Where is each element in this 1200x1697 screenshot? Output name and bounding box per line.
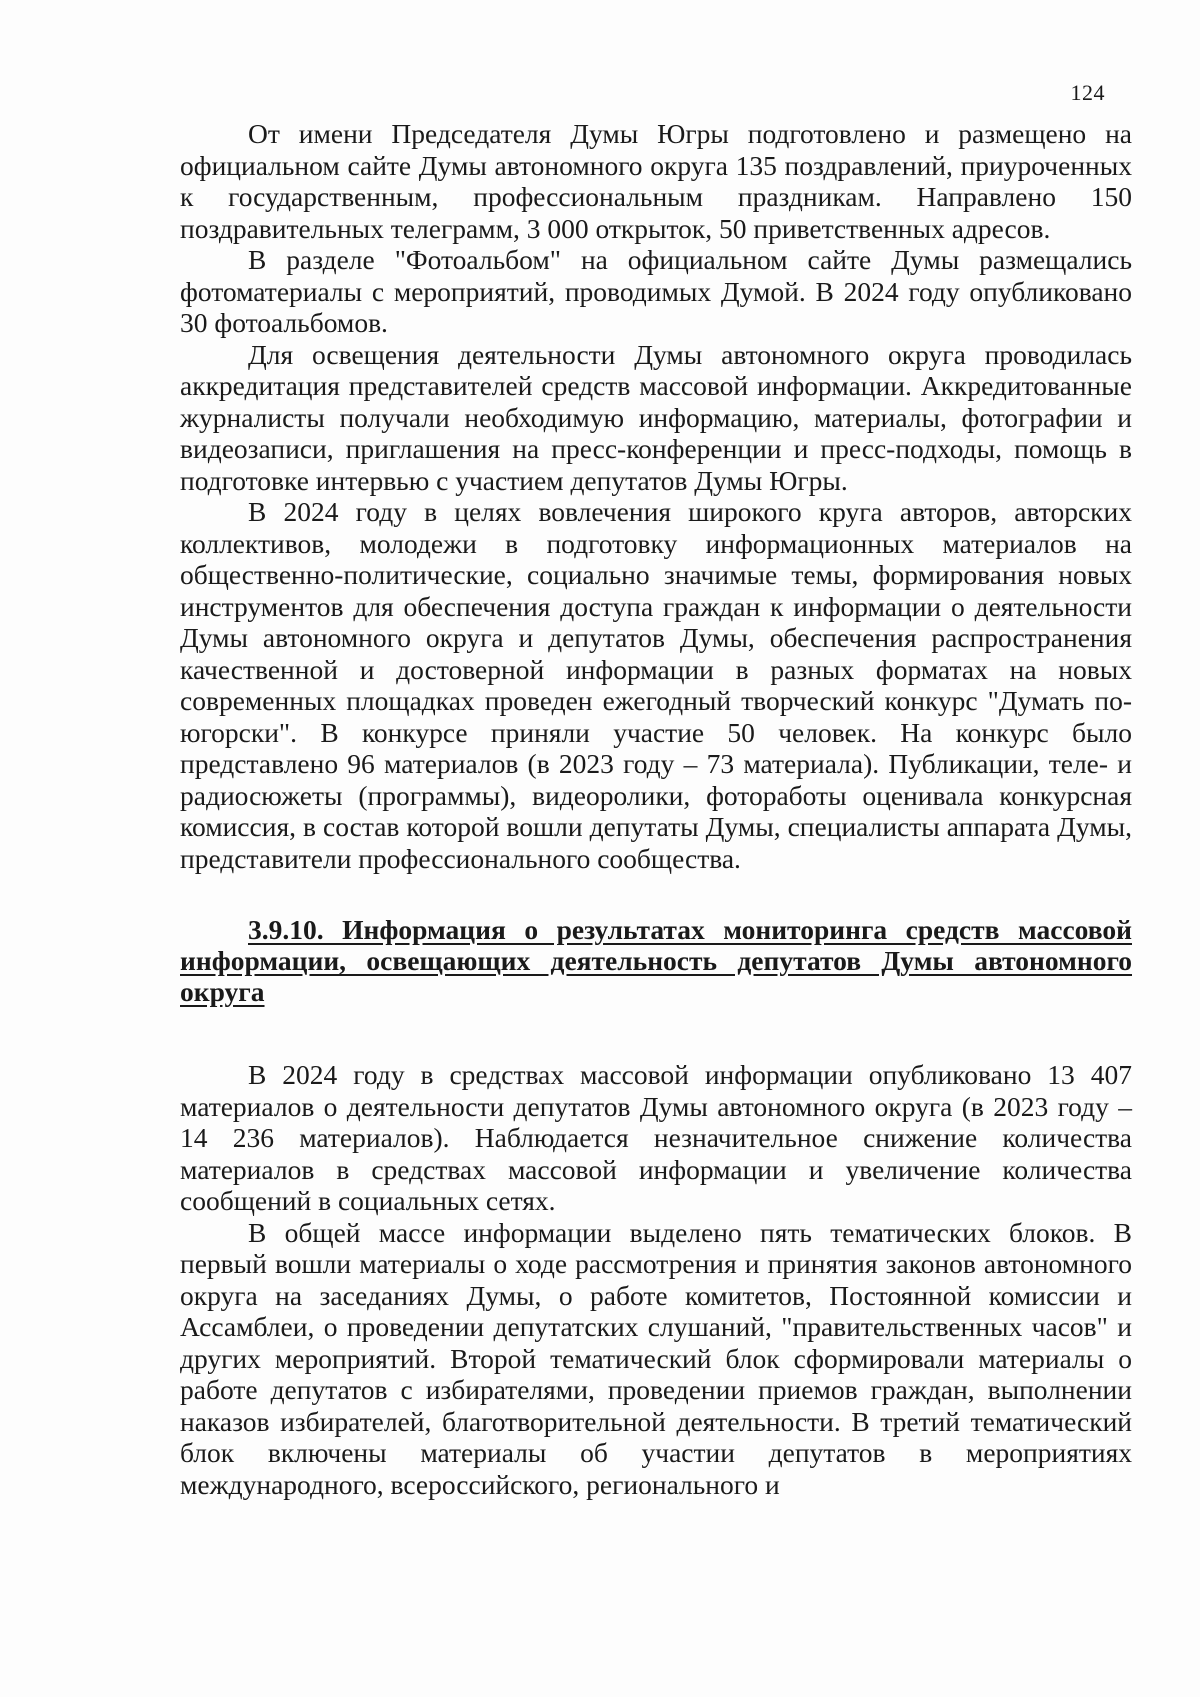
- paragraph-contest: В 2024 году в целях вовлечения широкого круга авторов, авторских коллективов, молодежи в подготовку информационных материалов на общественно-политические, социально значимые темы, формирования новых инструментов для обеспечения доступа граждан к информации о деятельности Думы автономного округа и депутатов Думы, обеспечения распространения качественной и достоверной информации в разных форматах на новых современных площадках проведен ежегодный творческий конкурс "Думать по-югорски". В конкурсе приняли участие 50 человек. На конкурс было представлено 96 материалов (в 2023 году – 73 материала). Публикации, теле- и радиосюжеты (программы), видеоролики, фотоработы оценивала конкурсная комиссия, в состав которой вошли депутаты Думы, специалисты аппарата Думы, представители профессионального сообщества.: [180, 496, 1132, 874]
- paragraph-photo-album: В разделе "Фотоальбом" на официальном сайте Думы размещались фотоматериалы с мероприятий, проводимых Думой. В 2024 году опубликовано 30 фотоальбомов.: [180, 244, 1132, 338]
- section-heading: 3.9.10. Информация о результатах мониторинга средств массовой информации, освещающих деятельность депутатов Думы автономного округа: [180, 914, 1132, 1007]
- heading-spacer: [180, 1007, 1132, 1059]
- paragraph-thematic-blocks: В общей массе информации выделено пять тематических блоков. В первый вошли материалы о ходе рассмотрения и принятия законов автономного округа на заседаниях Думы, о работе комитетов, Постоянной комиссии и Ассамблеи, о проведении депутатских слушаний, "правительственных часов" и других мероприятий. Второй тематический блок сформировали материалы о работе депутатов с избирателями, проведении приемов граждан, выполнении наказов избирателей, благотворительной деятельности. В третий тематический блок включены материалы об участии депутатов в мероприятиях международного, всероссийского, регионального и: [180, 1216, 1132, 1500]
- paragraph-accreditation: Для освещения деятельности Думы автономного округа проводилась аккредитация представителей средств массовой информации. Аккредитованные журналисты получали необходимую информацию, материалы, фотографии и видеозаписи, приглашения на пресс-конференции и пресс-подходы, помощь в подготовке интервью с участием депутатов Думы Югры.: [180, 338, 1132, 496]
- paragraph-media-count: В 2024 году в средствах массовой информации опубликовано 13 407 материалов о деятельности депутатов Думы автономного округа (в 2023 году – 14 236 материалов). Наблюдается незначительное снижение количества материалов в средствах массовой информации и увеличение количества сообщений в социальных сетях.: [180, 1059, 1132, 1216]
- page-number: 124: [1070, 80, 1105, 105]
- page-content: [180, 118, 1132, 1500]
- paragraph-greetings: От имени Председателя Думы Югры подготовлено и размещено на официальном сайте Думы автономного округа 135 поздравлений, приуроченных к государственным, профессиональным праздникам. Направлено 150 поздравительных телеграмм, 3 000 открыток, 50 приветственных адресов.: [180, 118, 1132, 244]
